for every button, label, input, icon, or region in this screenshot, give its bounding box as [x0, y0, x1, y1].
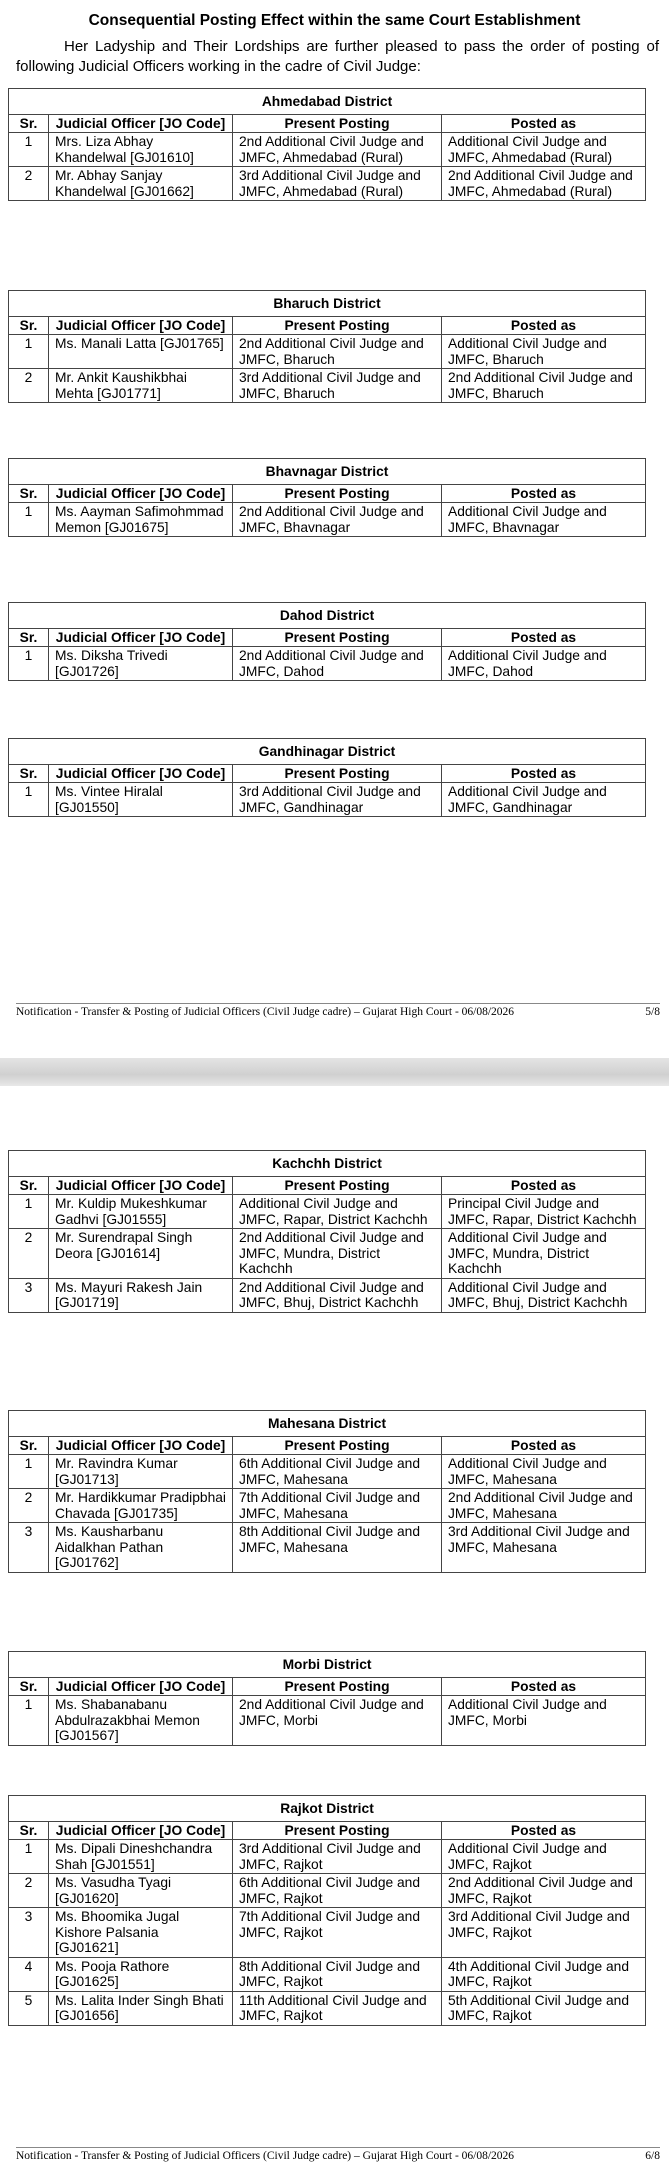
column-header-posted-as: Posted as: [442, 114, 646, 133]
table-row: [9, 1229, 646, 1279]
column-header-present-posting: Present Posting: [233, 1821, 442, 1840]
column-header-officer: Judicial Officer [JO Code]: [49, 316, 233, 335]
footer-text: Notification - Transfer & Posting of Judicial Officers (Civil Judge cadre) – Gujarat High Court - 06/08/2026: [16, 1006, 515, 1018]
footer-text: Notification - Transfer & Posting of Judicial Officers (Civil Judge cadre) – Gujarat High Court - 06/08/2026: [16, 2150, 515, 2162]
cell-sr: 1: [9, 1696, 49, 1746]
cell-present-posting: 8th Additional Civil Judge and JMFC, Mahesana: [233, 1523, 442, 1573]
table-row: [9, 369, 646, 403]
column-header-posted-as: Posted as: [442, 1677, 646, 1696]
column-header-present-posting: Present Posting: [233, 628, 442, 647]
cell-posted-as: 4th Additional Civil Judge and JMFC, Rajkot: [442, 1957, 646, 1991]
district-name: Dahod District: [9, 603, 646, 629]
cell-judicial-officer: Ms. Bhoomika Jugal Kishore Palsania [GJ01621]: [49, 1908, 233, 1958]
cell-posted-as: Additional Civil Judge and JMFC, Morbi: [442, 1696, 646, 1746]
table-row: [9, 783, 646, 817]
column-header-sr: Sr.: [9, 1176, 49, 1195]
cell-judicial-officer: Ms. Vasudha Tyagi [GJ01620]: [49, 1874, 233, 1908]
cell-judicial-officer: Mr. Abhay Sanjay Khandelwal [GJ01662]: [49, 167, 233, 201]
cell-sr: 2: [9, 1489, 49, 1523]
table-row: [9, 647, 646, 681]
table-row: [9, 1523, 646, 1573]
cell-present-posting: 2nd Additional Civil Judge and JMFC, Mundra, District Kachchh: [233, 1229, 442, 1279]
page-number: 6/8: [645, 2150, 660, 2162]
district-table: [8, 458, 646, 537]
column-header-present-posting: Present Posting: [233, 1436, 442, 1455]
column-header-posted-as: Posted as: [442, 1176, 646, 1195]
table-row: [9, 1991, 646, 2025]
column-header-officer: Judicial Officer [JO Code]: [49, 484, 233, 503]
cell-present-posting: Additional Civil Judge and JMFC, Rapar, District Kachchh: [233, 1195, 442, 1229]
cell-judicial-officer: Ms. Mayuri Rakesh Jain [GJ01719]: [49, 1278, 233, 1312]
column-header-posted-as: Posted as: [442, 1821, 646, 1840]
column-header-present-posting: Present Posting: [233, 1176, 442, 1195]
column-header-sr: Sr.: [9, 484, 49, 503]
column-header-officer: Judicial Officer [JO Code]: [49, 1677, 233, 1696]
table-row: [9, 1195, 646, 1229]
cell-judicial-officer: Mr. Ankit Kaushikbhai Mehta [GJ01771]: [49, 369, 233, 403]
cell-sr: 3: [9, 1908, 49, 1958]
cell-present-posting: 3rd Additional Civil Judge and JMFC, Gandhinagar: [233, 783, 442, 817]
cell-posted-as: 2nd Additional Civil Judge and JMFC, Bharuch: [442, 369, 646, 403]
cell-sr: 1: [9, 1455, 49, 1489]
cell-judicial-officer: Ms. Pooja Rathore [GJ01625]: [49, 1957, 233, 1991]
cell-posted-as: Additional Civil Judge and JMFC, Dahod: [442, 647, 646, 681]
cell-present-posting: 2nd Additional Civil Judge and JMFC, Ahmedabad (Rural): [233, 133, 442, 167]
cell-present-posting: 6th Additional Civil Judge and JMFC, Mahesana: [233, 1455, 442, 1489]
cell-present-posting: 8th Additional Civil Judge and JMFC, Rajkot: [233, 1957, 442, 1991]
cell-sr: 2: [9, 1874, 49, 1908]
cell-judicial-officer: Mrs. Liza Abhay Khandelwal [GJ01610]: [49, 133, 233, 167]
district-name: Gandhinagar District: [9, 739, 646, 765]
cell-judicial-officer: Ms. Dipali Dineshchandra Shah [GJ01551]: [49, 1840, 233, 1874]
table-row: [9, 1908, 646, 1958]
column-header-sr: Sr.: [9, 1821, 49, 1840]
cell-posted-as: Additional Civil Judge and JMFC, Mahesana: [442, 1455, 646, 1489]
cell-judicial-officer: Ms. Lalita Inder Singh Bhati [GJ01656]: [49, 1991, 233, 2025]
cell-present-posting: 7th Additional Civil Judge and JMFC, Rajkot: [233, 1908, 442, 1958]
district-table: [8, 1651, 646, 1746]
column-header-posted-as: Posted as: [442, 316, 646, 335]
column-header-posted-as: Posted as: [442, 628, 646, 647]
table-row: [9, 1874, 646, 1908]
cell-present-posting: 3rd Additional Civil Judge and JMFC, Ahmedabad (Rural): [233, 167, 442, 201]
cell-sr: 1: [9, 133, 49, 167]
column-header-officer: Judicial Officer [JO Code]: [49, 1821, 233, 1840]
district-name: Kachchh District: [9, 1151, 646, 1177]
district-name: Rajkot District: [9, 1796, 646, 1822]
column-header-present-posting: Present Posting: [233, 1677, 442, 1696]
cell-sr: 1: [9, 503, 49, 537]
document-page-5: [0, 0, 669, 1058]
table-row: [9, 167, 646, 201]
column-header-present-posting: Present Posting: [233, 484, 442, 503]
column-header-present-posting: Present Posting: [233, 316, 442, 335]
cell-posted-as: Additional Civil Judge and JMFC, Mundra, District Kachchh: [442, 1229, 646, 1279]
cell-posted-as: Additional Civil Judge and JMFC, Bharuch: [442, 335, 646, 369]
cell-present-posting: 2nd Additional Civil Judge and JMFC, Bhuj, District Kachchh: [233, 1278, 442, 1312]
column-header-present-posting: Present Posting: [233, 114, 442, 133]
cell-posted-as: 2nd Additional Civil Judge and JMFC, Mahesana: [442, 1489, 646, 1523]
table-row: [9, 1840, 646, 1874]
page-heading: Consequential Posting Effect within the same Court Establishment: [88, 12, 581, 29]
district-name: Bharuch District: [9, 291, 646, 317]
table-row: [9, 1696, 646, 1746]
cell-judicial-officer: Mr. Kuldip Mukeshkumar Gadhvi [GJ01555]: [49, 1195, 233, 1229]
cell-judicial-officer: Ms. Aayman Safimohmmad Memon [GJ01675]: [49, 503, 233, 537]
cell-judicial-officer: Ms. Shabanabanu Abdulrazakbhai Memon [GJ01567]: [49, 1696, 233, 1746]
document-page-6: [0, 1086, 669, 2171]
cell-posted-as: 5th Additional Civil Judge and JMFC, Rajkot: [442, 1991, 646, 2025]
cell-posted-as: Additional Civil Judge and JMFC, Gandhinagar: [442, 783, 646, 817]
cell-posted-as: Additional Civil Judge and JMFC, Bhuj, District Kachchh: [442, 1278, 646, 1312]
column-header-sr: Sr.: [9, 114, 49, 133]
table-row: [9, 1489, 646, 1523]
table-row: [9, 335, 646, 369]
page-number: 5/8: [645, 1006, 660, 1018]
cell-sr: 4: [9, 1957, 49, 1991]
column-header-officer: Judicial Officer [JO Code]: [49, 114, 233, 133]
column-header-officer: Judicial Officer [JO Code]: [49, 1176, 233, 1195]
cell-sr: 1: [9, 1840, 49, 1874]
district-table: [8, 738, 646, 817]
page-footer: [16, 1006, 660, 1018]
table-row: [9, 503, 646, 537]
column-header-sr: Sr.: [9, 764, 49, 783]
cell-judicial-officer: Mr. Hardikkumar Pradipbhai Chavada [GJ01735]: [49, 1489, 233, 1523]
column-header-officer: Judicial Officer [JO Code]: [49, 764, 233, 783]
cell-posted-as: 2nd Additional Civil Judge and JMFC, Ahmedabad (Rural): [442, 167, 646, 201]
cell-sr: 1: [9, 1195, 49, 1229]
column-header-officer: Judicial Officer [JO Code]: [49, 1436, 233, 1455]
cell-present-posting: 7th Additional Civil Judge and JMFC, Mahesana: [233, 1489, 442, 1523]
cell-posted-as: 2nd Additional Civil Judge and JMFC, Rajkot: [442, 1874, 646, 1908]
column-header-sr: Sr.: [9, 1436, 49, 1455]
cell-sr: 3: [9, 1523, 49, 1573]
district-name: Ahmedabad District: [9, 89, 646, 115]
cell-sr: 2: [9, 369, 49, 403]
cell-sr: 1: [9, 783, 49, 817]
column-header-sr: Sr.: [9, 628, 49, 647]
cell-present-posting: 3rd Additional Civil Judge and JMFC, Rajkot: [233, 1840, 442, 1874]
column-header-officer: Judicial Officer [JO Code]: [49, 628, 233, 647]
cell-posted-as: Additional Civil Judge and JMFC, Bhavnagar: [442, 503, 646, 537]
cell-sr: 1: [9, 647, 49, 681]
page-separator: [0, 1058, 669, 1086]
cell-present-posting: 3rd Additional Civil Judge and JMFC, Bharuch: [233, 369, 442, 403]
cell-judicial-officer: Ms. Diksha Trivedi [GJ01726]: [49, 647, 233, 681]
cell-present-posting: 6th Additional Civil Judge and JMFC, Rajkot: [233, 1874, 442, 1908]
district-table: [8, 88, 646, 201]
cell-posted-as: Additional Civil Judge and JMFC, Rajkot: [442, 1840, 646, 1874]
cell-posted-as: 3rd Additional Civil Judge and JMFC, Rajkot: [442, 1908, 646, 1958]
column-header-posted-as: Posted as: [442, 1436, 646, 1455]
district-table: [8, 290, 646, 403]
cell-sr: 2: [9, 1229, 49, 1279]
district-name: Bhavnagar District: [9, 459, 646, 485]
intro-paragraph: Her Ladyship and Their Lordships are further pleased to pass the order of posting of following Judicial Officers working in the cadre of Civil Judge:: [16, 38, 659, 75]
cell-sr: 2: [9, 167, 49, 201]
column-header-sr: Sr.: [9, 316, 49, 335]
district-table: [8, 1795, 646, 2026]
cell-sr: 1: [9, 335, 49, 369]
cell-sr: 3: [9, 1278, 49, 1312]
cell-present-posting: 11th Additional Civil Judge and JMFC, Rajkot: [233, 1991, 442, 2025]
cell-judicial-officer: Ms. Manali Latta [GJ01765]: [49, 335, 233, 369]
column-header-posted-as: Posted as: [442, 764, 646, 783]
cell-judicial-officer: Ms. Kausharbanu Aidalkhan Pathan [GJ01762]: [49, 1523, 233, 1573]
cell-present-posting: 2nd Additional Civil Judge and JMFC, Dahod: [233, 647, 442, 681]
district-name: Mahesana District: [9, 1411, 646, 1437]
district-table: [8, 1150, 646, 1313]
table-row: [9, 1455, 646, 1489]
cell-posted-as: Additional Civil Judge and JMFC, Ahmedabad (Rural): [442, 133, 646, 167]
page-footer: [16, 2150, 660, 2162]
cell-posted-as: 3rd Additional Civil Judge and JMFC, Mahesana: [442, 1523, 646, 1573]
district-name: Morbi District: [9, 1652, 646, 1678]
cell-judicial-officer: Mr. Ravindra Kumar [GJ01713]: [49, 1455, 233, 1489]
table-row: [9, 133, 646, 167]
column-header-sr: Sr.: [9, 1677, 49, 1696]
cell-sr: 5: [9, 1991, 49, 2025]
footer-rule: [16, 1003, 660, 1004]
table-row: [9, 1957, 646, 1991]
district-table: [8, 1410, 646, 1573]
district-table: [8, 602, 646, 681]
table-row: [9, 1278, 646, 1312]
cell-present-posting: 2nd Additional Civil Judge and JMFC, Bhavnagar: [233, 503, 442, 537]
column-header-posted-as: Posted as: [442, 484, 646, 503]
cell-judicial-officer: Mr. Surendrapal Singh Deora [GJ01614]: [49, 1229, 233, 1279]
cell-judicial-officer: Ms. Vintee Hiralal [GJ01550]: [49, 783, 233, 817]
cell-posted-as: Principal Civil Judge and JMFC, Rapar, District Kachchh: [442, 1195, 646, 1229]
cell-present-posting: 2nd Additional Civil Judge and JMFC, Morbi: [233, 1696, 442, 1746]
column-header-present-posting: Present Posting: [233, 764, 442, 783]
cell-present-posting: 2nd Additional Civil Judge and JMFC, Bharuch: [233, 335, 442, 369]
footer-rule: [16, 2147, 660, 2148]
